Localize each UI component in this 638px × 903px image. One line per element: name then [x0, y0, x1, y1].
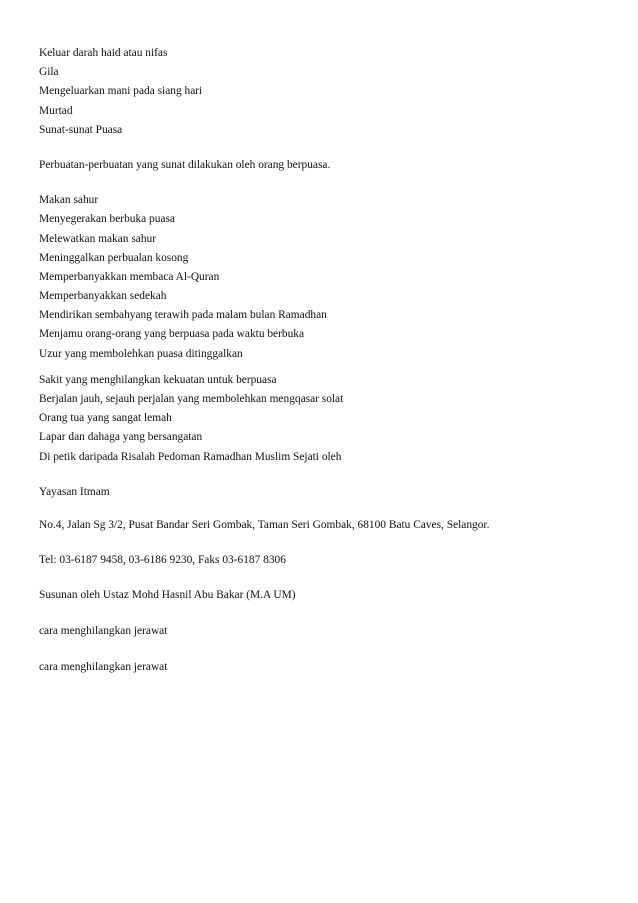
- list-item: Memperbanyakkan sedekah: [39, 290, 167, 303]
- list-item: Berjalan jauh, sejauh perjalan yang membolehkan mengqasar solat: [39, 393, 344, 405]
- paragraph-text: Yayasan Itmam: [39, 485, 110, 498]
- list-item: Sakit yang menghilangkan kekuatan untuk berpuasa: [39, 373, 277, 386]
- footer-keyword: [39, 658, 609, 677]
- list-item: Mengeluarkan mani pada siang hari: [39, 85, 203, 98]
- list-item: Melewatkan makan sahur: [39, 232, 157, 245]
- list-item: Gila: [39, 66, 59, 79]
- paragraph-text: Susunan oleh Ustaz Mohd Hasnil Abu Bakar (M.A UM): [39, 589, 296, 602]
- list-item: Meninggalkan perbualan kosong: [39, 251, 189, 264]
- list-item: Murtad: [39, 104, 73, 117]
- sunat-list: [39, 191, 609, 364]
- author-credit: [39, 586, 609, 605]
- list-item: Makan sahur: [39, 194, 99, 207]
- publisher-name: [39, 483, 609, 502]
- uzur-list: [39, 371, 609, 467]
- section-heading: Sunat-sunat Puasa: [39, 123, 123, 136]
- puasa-batal-list: [39, 44, 609, 140]
- paragraph-text: cara menghilangkan jerawat: [39, 660, 168, 673]
- paragraph-text: Perbuatan-perbuatan yang sunat dilakukan oleh orang berpuasa.: [39, 158, 331, 171]
- paragraph-text: cara menghilangkan jerawat: [39, 624, 168, 637]
- list-item: Menyegerakan berbuka puasa: [39, 213, 175, 226]
- list-item: Menjamu orang-orang yang berpuasa pada waktu berbuka: [39, 328, 305, 341]
- list-item: Lapar dan dahaga yang bersangatan: [39, 431, 203, 444]
- list-item: Keluar darah haid atau nifas: [39, 47, 168, 59]
- paragraph-text: Tel: 03-6187 9458, 03-6186 9230, Faks 03-6187 8306: [39, 554, 286, 567]
- publisher-contact: [39, 551, 609, 570]
- list-item: Memperbanyakkan membaca Al-Quran: [39, 270, 220, 283]
- sunat-intro-paragraph: [39, 156, 609, 175]
- paragraph-text: No.4, Jalan Sg 3/2, Pusat Bandar Seri Gombak, Taman Seri Gombak, 68100 Batu Caves, Selangor.: [39, 518, 490, 531]
- list-item: Mendirikan sembahyang terawih pada malam bulan Ramadhan: [39, 309, 327, 322]
- publisher-address: [39, 516, 609, 535]
- section-heading: Uzur yang membolehkan puasa ditinggalkan: [39, 347, 243, 360]
- source-note: Di petik daripada Risalah Pedoman Ramadhan Muslim Sejati oleh: [39, 450, 342, 463]
- document-body: [39, 44, 609, 677]
- footer-keyword: [39, 622, 609, 641]
- list-item: Orang tua yang sangat lemah: [39, 412, 172, 425]
